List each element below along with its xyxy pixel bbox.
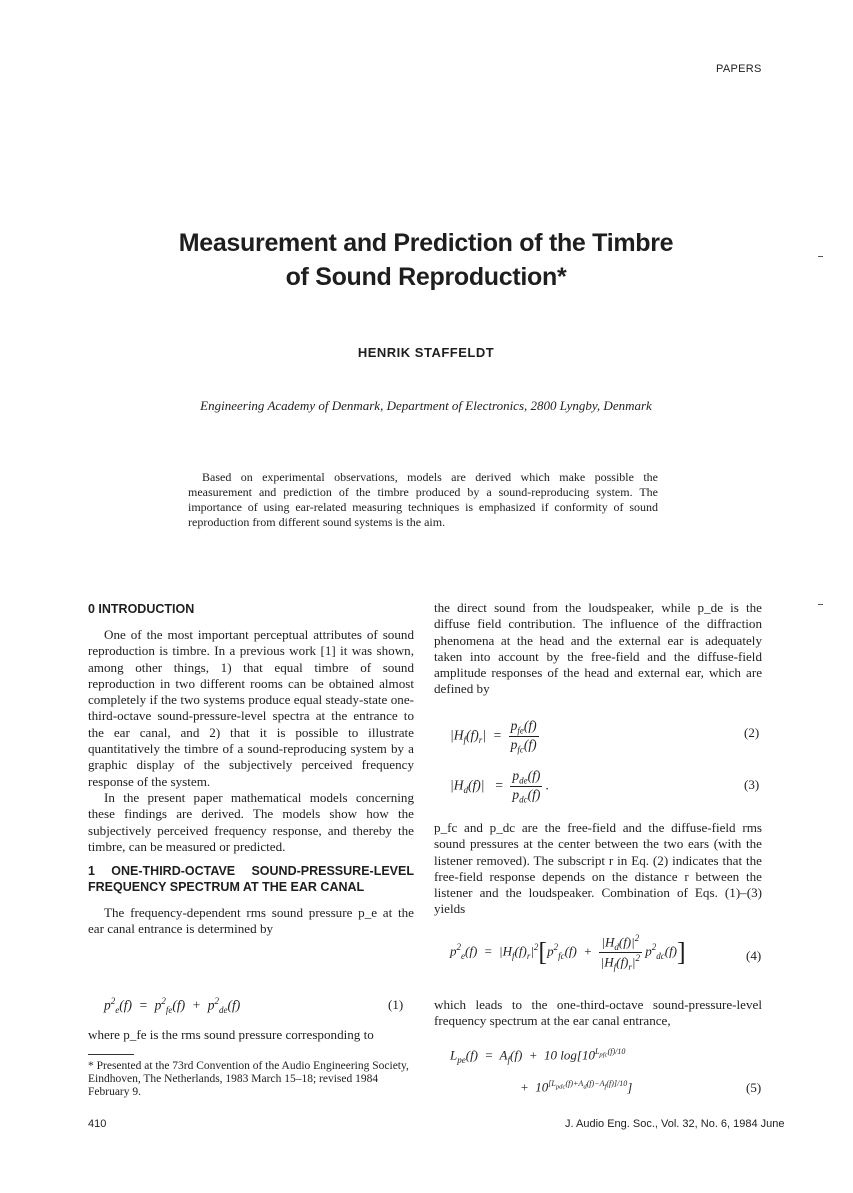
equation-1-number: (1): [388, 997, 404, 1012]
equation-4-number: (4): [746, 948, 762, 963]
equation-4: $p^2_e(f) = |H_f(f)_r|^2[p^2_{fc}(f)$ + $\frac{|H_d(f)|^2}{|H_f(f)_r|^2}$ $p^2_{dc}(f)$]: [450, 933, 686, 972]
equation-2: $|H_f(f)_r|$ = $\frac{p_{fe}(f)}{p_{fc}(f)}$: [450, 718, 537, 755]
right-column-mid: [434, 820, 762, 918]
intro-paragraph-1: One of the most important perceptual attributes of sound reproduction is timbre. In a previous work [1] it was shown, among other things, 1) that equal timbre of sound reproduction in two different rooms can be obtained almost completely if the two systems produce equal steady-state one-third-octave sound-pressure-level spectra at the entrance to the ear canal, and 2) that it is possible to illustrate quantitatively the timbre of a sound-reproducing system by a graphic display of the subjectively perceived frequency response of the system.: [88, 627, 414, 789]
intro-paragraph-2: In the present paper mathematical models concerning these findings are derived. The models show how the subjectively perceived frequency response, and thereby the timbre, can be measured or predicted.: [88, 789, 414, 854]
equation-1: $p^2_e(f) = p^2_{fe}(f) + p^2_{de}(f)$: [104, 996, 241, 1016]
right-column-lower: [434, 997, 762, 1030]
equation-5-line-1: $L_{pe}(f) = A_f(f) + 10$ $\log[10^{L_{pfc}(f)/10}$: [450, 1047, 626, 1065]
equation-2-number: (2): [744, 725, 760, 740]
margin-mark: [818, 604, 823, 605]
journal-citation: J. Audio Eng. Soc., Vol. 32, No. 6, 1984 June: [565, 1118, 785, 1130]
equation-5-line-2: + $10^{[L_{pdc}(f)+A_d(f)-A_f(f)]/10}$]: [520, 1079, 633, 1095]
section-1-paragraph-1: The frequency-dependent rms sound pressure p_e at the ear canal entrance is determined by: [88, 905, 414, 937]
abstract: [188, 470, 658, 530]
running-header: PAPERS: [716, 63, 762, 75]
section-1-heading: 1 ONE-THIRD-OCTAVE SOUND-PRESSURE-LEVEL FREQUENCY SPECTRUM AT THE EAR CANAL: [88, 864, 414, 895]
footnote: * Presented at the 73rd Convention of the Audio Engineering Society, Eindhoven, The Netherlands, 1983 March 15–18; revised 1984 February 9.: [88, 1060, 409, 1098]
abstract-text: Based on experimental observations, models are derived which make possible the measurement and prediction of the timbre produced by a sound-reproducing system. The importance of using ear-related measuring techniques is emphasized if conformity of sound reproduction from different sound systems is the aim.: [188, 470, 658, 529]
right-paragraph-1: the direct sound from the loudspeaker, while p_de is the diffuse field contribution. The influence of the diffraction phenomena at the head and the external ear is adequately taken into account by the free-field and the diffuse-field amplitude responses of the head and external ear, which are defined by: [434, 600, 762, 697]
equation-3-number: (3): [744, 777, 760, 792]
footnote-rule: [88, 1054, 134, 1055]
left-column-continued: [88, 1027, 414, 1043]
author: HENRIK STAFFELDT: [357, 345, 495, 360]
equation-5-number: (5): [746, 1080, 762, 1095]
right-paragraph-3: which leads to the one-third-octave sound-pressure-level frequency spectrum at the ear canal entrance,: [434, 997, 762, 1029]
title-line-1: Measurement and Prediction of the Timbre: [178, 229, 674, 257]
page-number: 410: [88, 1118, 107, 1130]
right-column: [434, 600, 762, 698]
equation-3: $|H_d(f)|$ = $\frac{p_{de}(f)}{p_{dc}(f)}$ .: [450, 768, 550, 805]
affiliation: Engineering Academy of Denmark, Department of Electronics, 2800 Lyngby, Denmark: [200, 398, 652, 413]
section-0-heading: 0 INTRODUCTION: [88, 602, 195, 616]
left-column: [88, 601, 414, 938]
section-1-paragraph-2: where p_fe is the rms sound pressure corresponding to: [88, 1027, 374, 1042]
title-line-2: of Sound Reproduction*: [285, 263, 567, 291]
paper-title: [60, 226, 792, 294]
margin-mark: [818, 256, 823, 257]
right-paragraph-2: p_fc and p_dc are the free-field and the diffuse-field rms sound pressures at the center between the two ears (with the listener removed). The subscript r in Eq. (2) indicates that the free-field response depends on the distance r between the listener and the loudspeaker. Combination of Eqs. (1)–(3) yields: [434, 820, 762, 917]
